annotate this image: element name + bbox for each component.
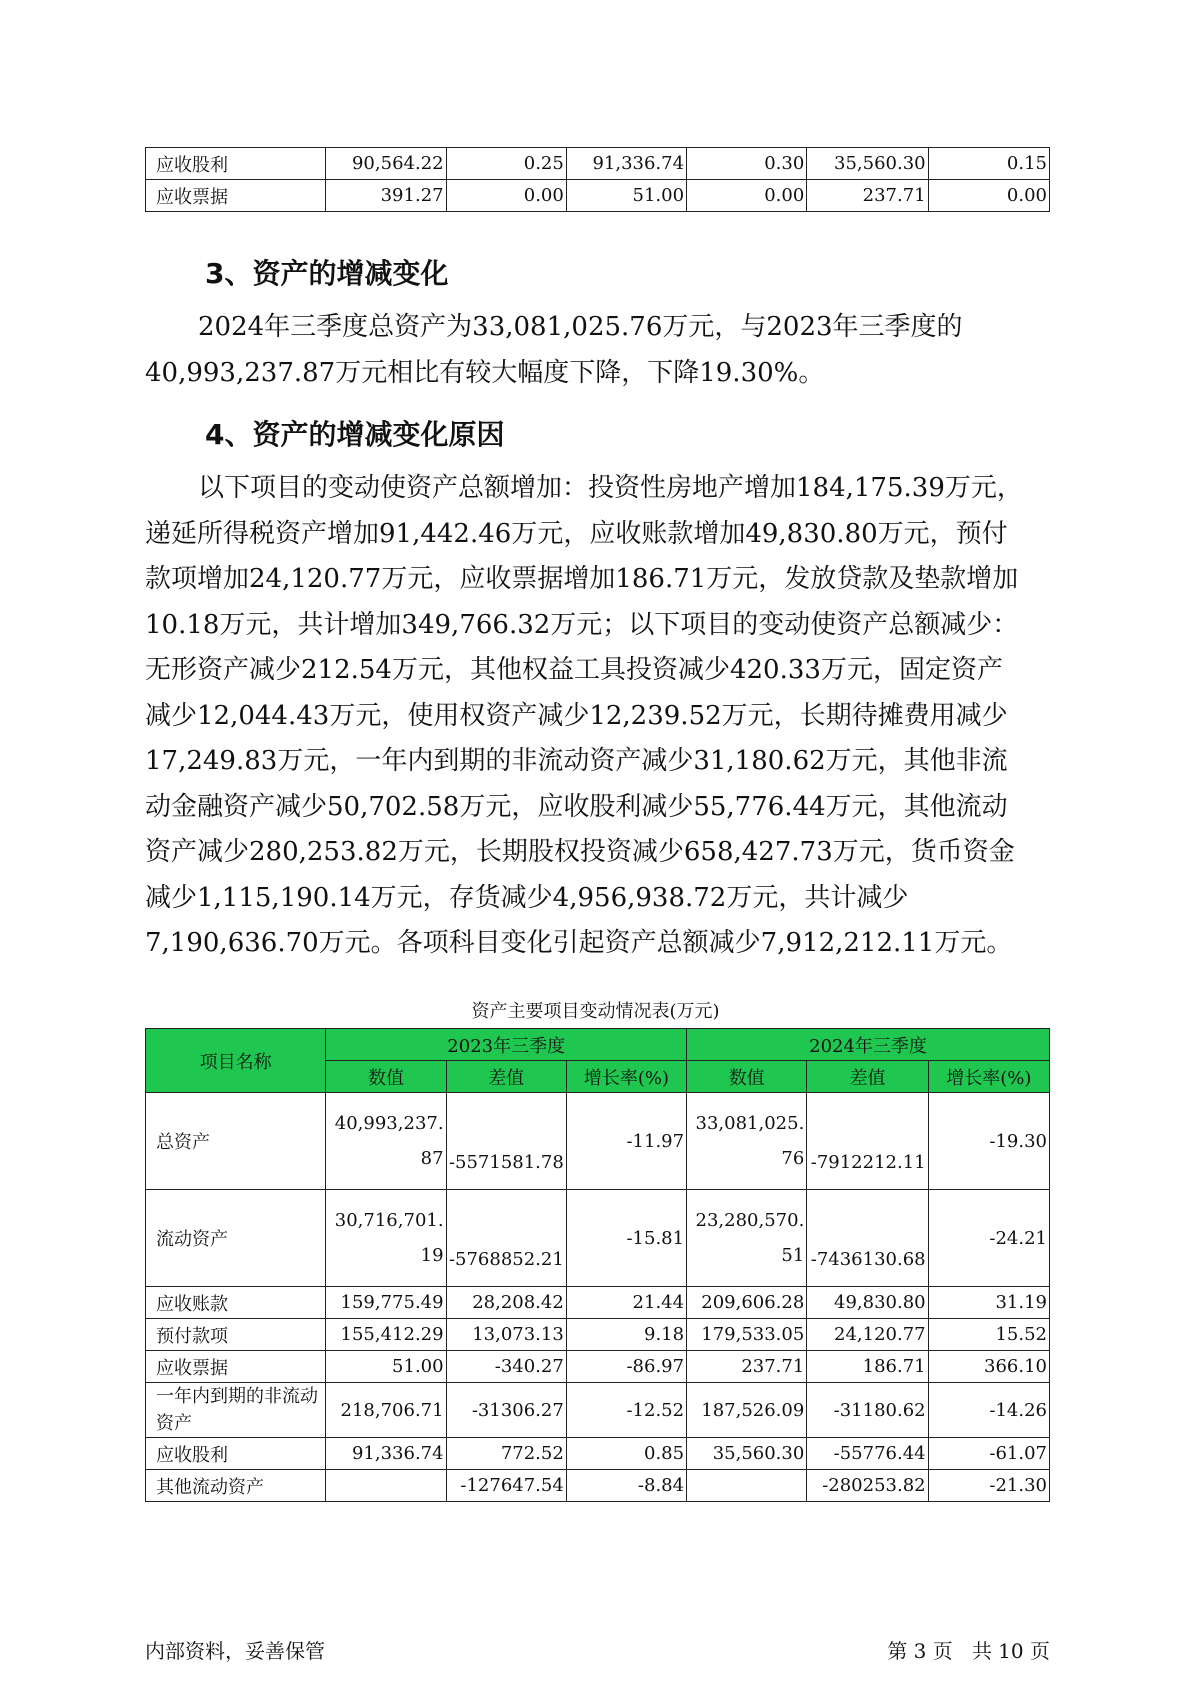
paragraph-line: 减少1,115,190.14万元，存货减少4,956,938.72万元，共计减少 <box>145 882 909 913</box>
column-header-value: 数值 <box>326 1061 446 1093</box>
cell-value: 0.25 <box>446 148 566 180</box>
paragraph-line: 减少12,044.43万元，使用权资产减少12,239.52万元，长期待摊费用减少 <box>145 700 1008 731</box>
cell-value: 51.00 <box>326 1351 446 1383</box>
table-row <box>146 1093 1050 1190</box>
paragraph-line: 无形资产减少212.54万元，其他权益工具投资减少420.33万元，固定资产 <box>145 655 1003 685</box>
cell-value: 218,706.71 <box>326 1383 446 1438</box>
row-label: 流动资产 <box>146 1190 326 1287</box>
cell-value <box>326 1470 446 1502</box>
row-label: 其他流动资产 <box>146 1470 326 1502</box>
table-row <box>146 1351 1050 1383</box>
table-caption: 资产主要项目变动情况表(万元) <box>471 1001 720 1022</box>
column-header-diff: 差值 <box>446 1061 566 1093</box>
table-row <box>146 1438 1050 1470</box>
cell-value: 187,526.09 <box>687 1383 807 1438</box>
table-row <box>146 1287 1050 1319</box>
column-header-value: 数值 <box>687 1061 807 1093</box>
cell-value: -7912212.11 <box>807 1093 928 1190</box>
table-row <box>146 180 1050 212</box>
cell-value: 13,073.13 <box>446 1319 566 1351</box>
table-row <box>146 1319 1050 1351</box>
cell-value: -340.27 <box>446 1351 566 1383</box>
table-row <box>146 1470 1050 1502</box>
cell-value: 0.00 <box>687 180 807 212</box>
cell-value-text: 33,081,025.76 <box>695 1113 805 1169</box>
cell-value: -21.30 <box>928 1470 1049 1502</box>
cell-value <box>687 1093 807 1190</box>
row-label: 应收票据 <box>146 180 326 212</box>
cell-value: -31306.27 <box>446 1383 566 1438</box>
cell-value: 28,208.42 <box>446 1287 566 1319</box>
paragraph-line: 17,249.83万元，一年内到期的非流动资产减少31,180.62万元，其他非流 <box>145 746 1008 776</box>
cell-value: 391.27 <box>326 180 446 212</box>
paragraph-line: 动金融资产减少50,702.58万元，应收股利减少55,776.44万元，其他流动 <box>145 791 1008 822</box>
paragraph-line: 资产减少280,253.82万元，长期股权投资减少658,427.73万元，货币资金 <box>145 837 1015 867</box>
cell-value: 21.44 <box>566 1287 686 1319</box>
row-label: 应收股利 <box>146 1438 326 1470</box>
table-row <box>146 1383 1050 1438</box>
cell-value: -19.30 <box>928 1093 1049 1190</box>
cell-value: 0.15 <box>928 148 1049 180</box>
cell-value <box>687 1190 807 1287</box>
column-header-item: 项目名称 <box>146 1029 326 1093</box>
cell-value: 209,606.28 <box>687 1287 807 1319</box>
cell-value: 0.00 <box>446 180 566 212</box>
paragraph-line: 7,190,636.70万元。各项科目变化引起资产总额减少7,912,212.11万元。 <box>145 928 1013 958</box>
paragraph-line: 递延所得税资产增加91,442.46万元，应收账款增加49,830.80万元，预付 <box>145 518 1008 549</box>
footer-note: 内部资料，妥善保管 <box>145 1639 325 1663</box>
cell-value: 237.71 <box>687 1351 807 1383</box>
top-table <box>145 147 1050 212</box>
header-row <box>146 1029 1050 1061</box>
cell-value: -15.81 <box>566 1190 686 1287</box>
cell-value: 237.71 <box>807 180 928 212</box>
cell-value: 91,336.74 <box>566 148 686 180</box>
row-label: 应收账款 <box>146 1287 326 1319</box>
section-3-paragraph <box>145 305 1055 396</box>
cell-value-text: 40,993,237.87 <box>334 1113 444 1169</box>
cell-value: 179,533.05 <box>687 1319 807 1351</box>
cell-value <box>326 1190 446 1287</box>
cell-value: -5571581.78 <box>446 1093 566 1190</box>
cell-value: -31180.62 <box>807 1383 928 1438</box>
cell-value: -61.07 <box>928 1438 1049 1470</box>
cell-value: -24.21 <box>928 1190 1049 1287</box>
section-4-paragraph <box>145 466 1055 967</box>
column-header-rate: 增长率(%) <box>928 1061 1049 1093</box>
cell-value <box>687 1470 807 1502</box>
cell-value <box>326 1093 446 1190</box>
cell-value: -11.97 <box>566 1093 686 1190</box>
cell-value: 35,560.30 <box>687 1438 807 1470</box>
row-label: 总资产 <box>146 1093 326 1190</box>
cell-value-text: 30,716,701.19 <box>334 1210 444 1266</box>
section-4-heading: 4、资产的增减变化原因 <box>205 418 505 451</box>
cell-value: 772.52 <box>446 1438 566 1470</box>
paragraph-line: 40,993,237.87万元相比有较大幅度下降，下降19.30%。 <box>145 357 825 388</box>
paragraph-line: 10.18万元，共计增加349,766.32万元；以下项目的变动使资产总额减少： <box>145 609 1019 640</box>
cell-value: -8.84 <box>566 1470 686 1502</box>
cell-value: -14.26 <box>928 1383 1049 1438</box>
paragraph-line: 款项增加24,120.77万元，应收票据增加186.71万元，发放贷款及垫款增加 <box>145 564 1019 594</box>
column-header-period-2023: 2023年三季度 <box>326 1029 687 1061</box>
cell-value: 159,775.49 <box>326 1287 446 1319</box>
row-label-text: 一年内到期的非流动资产 <box>156 1386 318 1434</box>
cell-value: 31.19 <box>928 1287 1049 1319</box>
cell-value: 0.00 <box>928 180 1049 212</box>
column-header-diff: 差值 <box>807 1061 928 1093</box>
row-label: 应收股利 <box>146 148 326 180</box>
section-3-heading: 3、资产的增减变化 <box>205 257 449 290</box>
cell-value: 91,336.74 <box>326 1438 446 1470</box>
asset-change-table <box>145 1028 1050 1502</box>
cell-value: 49,830.80 <box>807 1287 928 1319</box>
cell-value: 24,120.77 <box>807 1319 928 1351</box>
cell-value-text: 23,280,570.51 <box>695 1210 805 1266</box>
row-label: 预付款项 <box>146 1319 326 1351</box>
row-label <box>146 1383 326 1438</box>
cell-value: 155,412.29 <box>326 1319 446 1351</box>
cell-value: 35,560.30 <box>807 148 928 180</box>
table-row <box>146 148 1050 180</box>
cell-value: 15.52 <box>928 1319 1049 1351</box>
cell-value: -7436130.68 <box>807 1190 928 1287</box>
cell-value: 186.71 <box>807 1351 928 1383</box>
cell-value: -12.52 <box>566 1383 686 1438</box>
cell-value: 9.18 <box>566 1319 686 1351</box>
cell-value: -5768852.21 <box>446 1190 566 1287</box>
paragraph-line: 2024年三季度总资产为33,081,025.76万元，与2023年三季度的 <box>198 312 963 342</box>
row-label: 应收票据 <box>146 1351 326 1383</box>
cell-value: 90,564.22 <box>326 148 446 180</box>
cell-value: -55776.44 <box>807 1438 928 1470</box>
column-header-period-2024: 2024年三季度 <box>687 1029 1050 1061</box>
paragraph-line: 以下项目的变动使资产总额增加：投资性房地产增加184,175.39万元， <box>198 473 1023 503</box>
cell-value: -86.97 <box>566 1351 686 1383</box>
cell-value: 366.10 <box>928 1351 1049 1383</box>
cell-value: 51.00 <box>566 180 686 212</box>
table-row <box>146 1190 1050 1287</box>
page-number: 第 3 页 共 10 页 <box>887 1639 1050 1663</box>
column-header-rate: 增长率(%) <box>566 1061 686 1093</box>
cell-value: 0.30 <box>687 148 807 180</box>
cell-value: -280253.82 <box>807 1470 928 1502</box>
cell-value: 0.85 <box>566 1438 686 1470</box>
cell-value: -127647.54 <box>446 1470 566 1502</box>
